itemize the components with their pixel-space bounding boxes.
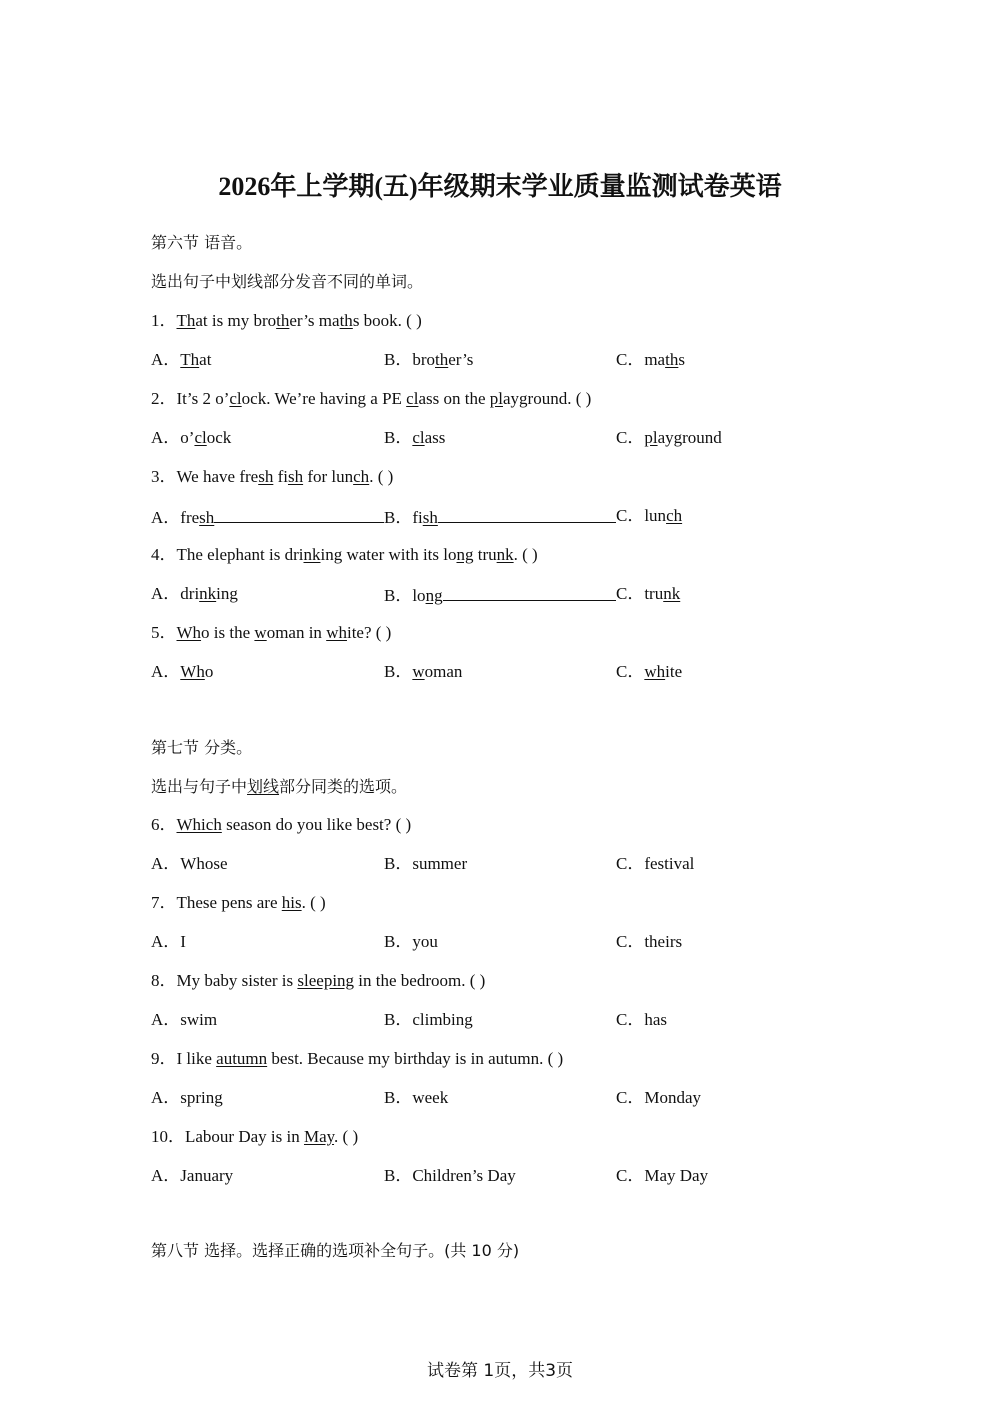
text-run: ass — [424, 428, 446, 447]
text-run: B．Children’s Day — [384, 1166, 516, 1185]
text-run: C．Monday — [616, 1088, 701, 1107]
phonics-question-5-option-b[interactable] — [384, 660, 462, 684]
text-run: 部分同类的选项。 — [279, 777, 408, 796]
text-run: . ( ) — [301, 893, 326, 912]
text-run: ayground — [657, 428, 722, 447]
text-run: A．January — [151, 1166, 234, 1185]
phonics-question-1-option-c[interactable] — [616, 348, 685, 372]
classify-question-4-option-b[interactable] — [384, 1086, 448, 1110]
text-run: A．I — [151, 932, 186, 951]
text-run: A． — [151, 350, 181, 369]
underlined-text: w — [412, 662, 425, 681]
underlined-text: Th — [176, 311, 196, 330]
text-run: 3．We have fre — [151, 467, 259, 486]
phonics-question-4-option-c[interactable] — [616, 582, 680, 606]
phonics-question-4 — [151, 543, 538, 567]
classify-question-1-option-b[interactable] — [384, 852, 467, 876]
underlined-text: sh — [422, 508, 438, 527]
text-run: 4．The elephant is dri — [151, 545, 304, 564]
text-run: B．week — [384, 1088, 449, 1107]
underlined-text: ch — [666, 506, 683, 525]
phonics-question-3 — [151, 465, 393, 489]
classify-question-2-option-c[interactable] — [616, 930, 682, 954]
underlined-text: autumn — [216, 1049, 268, 1068]
phonics-question-2-option-a[interactable] — [151, 426, 231, 450]
text-run: C．theirs — [616, 932, 683, 951]
text-run: ite — [665, 662, 683, 681]
text-run: oman in — [266, 623, 327, 642]
text-run: B． — [384, 662, 413, 681]
text-run: er’s — [448, 350, 474, 369]
underlined-text: ng — [425, 586, 443, 605]
text-run: C．has — [616, 1010, 667, 1029]
text-run: C． — [616, 662, 645, 681]
phonics-question-3-option-a[interactable] — [151, 504, 384, 528]
text-run: A．swim — [151, 1010, 218, 1029]
underlined-text: sh — [199, 508, 215, 527]
underlined-text: ng — [456, 545, 474, 564]
text-run: B．bro — [384, 350, 435, 369]
text-run: . ( ) — [369, 467, 394, 486]
underlined-text: sh — [258, 467, 274, 486]
phonics-question-1-option-a[interactable] — [151, 348, 211, 372]
text-run: 8．My baby sister is — [151, 971, 298, 990]
text-run: B．summer — [384, 854, 468, 873]
phonics-question-2 — [151, 387, 591, 411]
classify-question-4-option-a[interactable] — [151, 1086, 223, 1110]
text-run: season do you like best? ( ) — [221, 815, 412, 834]
phonics-question-2-option-b[interactable] — [384, 426, 445, 450]
text-run: A． — [151, 662, 181, 681]
phonics-question-5 — [151, 621, 391, 645]
classify-question-2 — [151, 891, 326, 915]
underlined-text: cl — [412, 428, 425, 447]
classify-question-4 — [151, 1047, 563, 1071]
text-run: tru — [473, 545, 497, 564]
section-seven-instruction — [151, 775, 407, 799]
text-run: A．Whose — [151, 854, 228, 873]
phonics-question-5-option-a[interactable] — [151, 660, 213, 684]
phonics-question-4-option-a[interactable] — [151, 582, 238, 606]
section-six-instruction: 选出句子中划线部分发音不同的单词。 — [151, 272, 424, 291]
section-six-heading: 第六节 语音。 — [151, 233, 253, 252]
text-run: B．fi — [384, 508, 423, 527]
classify-question-1 — [151, 813, 411, 837]
text-run: ock — [206, 428, 232, 447]
section-seven-heading: 第七节 分类。 — [151, 738, 253, 757]
text-run: o — [204, 662, 214, 681]
underlined-text: th — [276, 311, 290, 330]
underlined-text: nk — [663, 584, 681, 603]
classify-question-2-option-a[interactable] — [151, 930, 186, 954]
text-run: 1． — [151, 311, 177, 330]
text-run: C．May Day — [616, 1166, 709, 1185]
classify-question-3 — [151, 969, 485, 993]
text-run: 10．Labour Day is in — [151, 1127, 304, 1146]
underlined-text: th — [339, 311, 353, 330]
underlined-text: w — [254, 623, 267, 642]
text-run: . ( ) — [513, 545, 538, 564]
classify-question-3-option-b[interactable] — [384, 1008, 473, 1032]
classify-question-5-option-c[interactable] — [616, 1164, 708, 1188]
page-title: 2026年上学期(五)年级期末学业质量监测试卷英语 — [218, 172, 782, 201]
text-run: 9．I like — [151, 1049, 217, 1068]
classify-question-3-option-c[interactable] — [616, 1008, 667, 1032]
underlined-text: pl — [644, 428, 658, 447]
underlined-text: Th — [180, 350, 200, 369]
underlined-text: 划线 — [247, 777, 280, 796]
text-run: A．spring — [151, 1088, 223, 1107]
text-run: ass on the — [418, 389, 490, 408]
page-footer: 试卷第 1页，共3页 — [426, 1361, 574, 1381]
text-run: fi — [273, 467, 288, 486]
phonics-question-4-option-b[interactable] — [384, 582, 616, 606]
underlined-text: th — [435, 350, 449, 369]
text-run: o is the — [201, 623, 255, 642]
text-run: B． — [384, 428, 413, 447]
text-run: oman — [424, 662, 463, 681]
text-run: er’s ma — [289, 311, 340, 330]
underlined-text: sleeping — [297, 971, 355, 990]
underlined-text: ch — [353, 467, 370, 486]
underlined-text: sh — [287, 467, 304, 486]
underlined-text: Which — [176, 815, 222, 834]
underlined-text: cl — [229, 389, 242, 408]
text-run: C．ma — [616, 350, 666, 369]
text-run: A．dri — [151, 584, 200, 603]
classify-question-2-option-b[interactable] — [384, 930, 438, 954]
answer-blank-line — [214, 504, 384, 523]
classify-question-4-option-c[interactable] — [616, 1086, 701, 1110]
underlined-text: th — [665, 350, 679, 369]
text-run: C．festival — [616, 854, 695, 873]
text-run: s — [678, 350, 685, 369]
text-run: ite? ( ) — [346, 623, 392, 642]
answer-blank-line — [438, 504, 616, 523]
text-run: ing — [216, 584, 238, 603]
underlined-text: nk — [199, 584, 217, 603]
underlined-text: Wh — [176, 623, 202, 642]
text-run: s book. ( ) — [352, 311, 422, 330]
text-run: ayground. ( ) — [502, 389, 592, 408]
text-run: at is my bro — [195, 311, 277, 330]
classify-question-5 — [151, 1125, 358, 1149]
underlined-text: Wh — [180, 662, 205, 681]
underlined-text: pl — [489, 389, 503, 408]
text-run: A．fre — [151, 508, 200, 527]
phonics-question-1-option-b[interactable] — [384, 348, 473, 372]
text-run: B．climbing — [384, 1010, 473, 1029]
classify-question-5-option-b[interactable] — [384, 1164, 516, 1188]
phonics-question-3-option-b[interactable] — [384, 504, 616, 528]
text-run: . ( ) — [334, 1127, 359, 1146]
text-run: best. Because my birthday is in autumn. ( ) — [267, 1049, 564, 1068]
text-run: in the bedroom. ( ) — [354, 971, 486, 990]
classify-question-5-option-a[interactable] — [151, 1164, 233, 1188]
text-run: 6． — [151, 815, 177, 834]
underlined-text: cl — [406, 389, 419, 408]
underlined-text: his — [281, 893, 302, 912]
text-run: 7．These pens are — [151, 893, 282, 912]
text-run: for lun — [303, 467, 354, 486]
text-run: B．you — [384, 932, 438, 951]
text-run: 2．It’s 2 o’ — [151, 389, 230, 408]
underlined-text: wh — [326, 623, 347, 642]
section-eight-heading: 第八节 选择。选择正确的选项补全句子。(共 10 分) — [151, 1241, 520, 1260]
text-run: B．lo — [384, 586, 426, 605]
underlined-text: nk — [496, 545, 514, 564]
classify-question-1-option-c[interactable] — [616, 852, 694, 876]
text-run: at — [199, 350, 212, 369]
text-run: 5． — [151, 623, 177, 642]
underlined-text: wh — [644, 662, 666, 681]
underlined-text: nk — [303, 545, 321, 564]
underlined-text: May — [303, 1127, 335, 1146]
phonics-question-3-option-c[interactable] — [616, 504, 682, 528]
text-run: 选出与句子中 — [151, 777, 248, 796]
text-run: ing water with its lo — [320, 545, 457, 564]
text-run: C．lun — [616, 506, 667, 525]
phonics-question-5-option-c[interactable] — [616, 660, 682, 684]
classify-question-3-option-a[interactable] — [151, 1008, 217, 1032]
phonics-question-1 — [151, 309, 422, 333]
classify-question-1-option-a[interactable] — [151, 852, 227, 876]
text-run: C． — [616, 428, 645, 447]
answer-blank-line — [443, 582, 616, 601]
text-run: C．tru — [616, 584, 664, 603]
text-run: ock. We’re having a PE — [241, 389, 407, 408]
phonics-question-2-option-c[interactable] — [616, 426, 722, 450]
text-run: A．o’ — [151, 428, 195, 447]
underlined-text: cl — [194, 428, 207, 447]
